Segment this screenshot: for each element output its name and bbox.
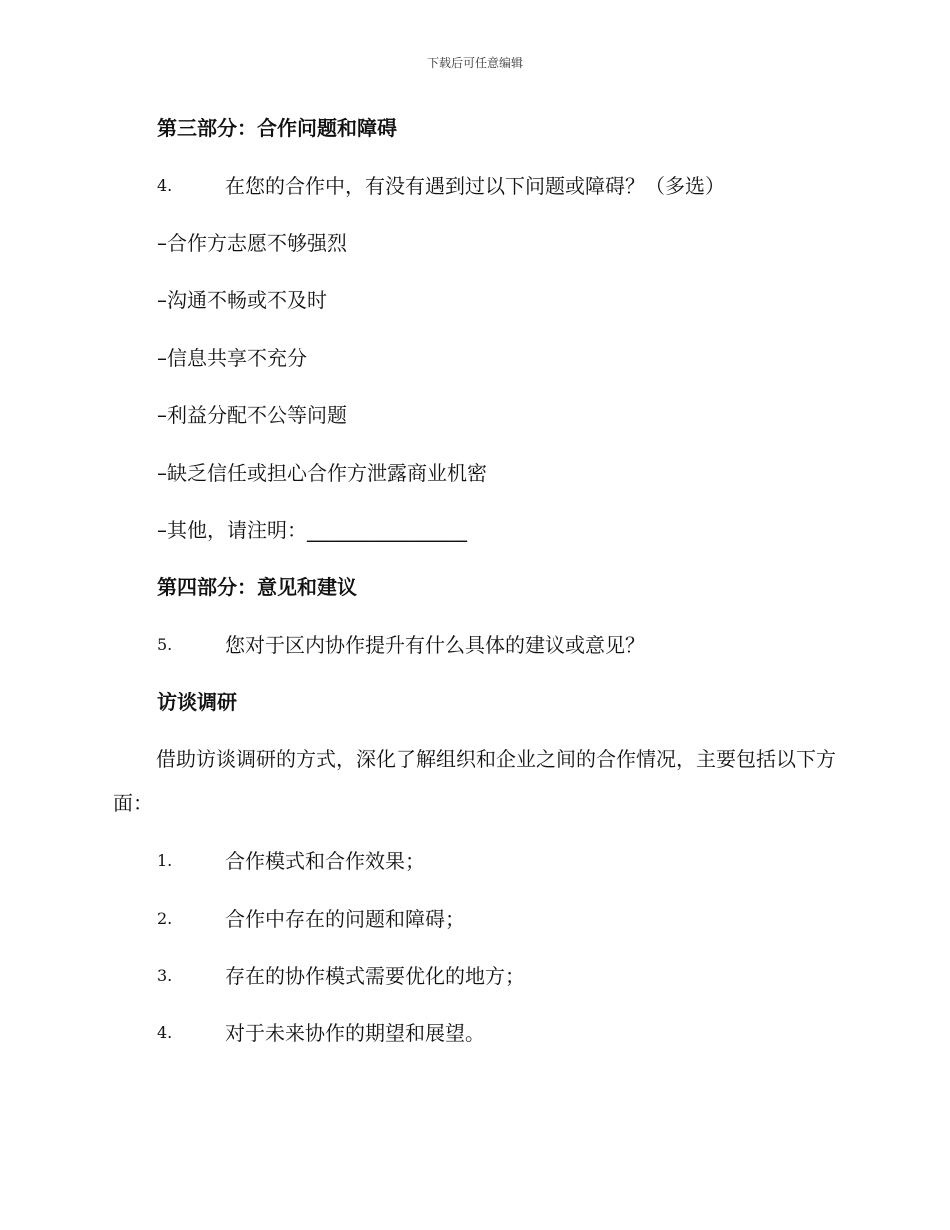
list-item-text: 合作中存在的问题和障碍；: [225, 907, 465, 931]
interview-paragraph: 借助访谈调研的方式，深化了解组织和企业之间的合作情况，主要包括以下方面：: [113, 747, 836, 815]
option-item: –合作方志愿不够强烈: [157, 231, 347, 255]
list-item-text: 存在的协作模式需要优化的地方；: [225, 964, 525, 988]
list-item-text: 合作模式和合作效果；: [225, 849, 425, 873]
question-4-number: 4.: [157, 176, 173, 195]
list-item-number: 2.: [157, 909, 173, 928]
option-item: –缺乏信任或担心合作方泄露商业机密: [157, 461, 487, 485]
list-item-number: 4.: [157, 1023, 173, 1042]
interview-title: 访谈调研: [157, 690, 237, 714]
option-item-other: –其他，请注明：________________: [157, 518, 467, 542]
question-5-text: 您对于区内协作提升有什么具体的建议或意见？: [225, 633, 645, 657]
option-item: –信息共享不充分: [157, 346, 307, 370]
question-4-text: 在您的合作中，有没有遇到过以下问题或障碍？（多选）: [225, 174, 725, 198]
list-item-text: 对于未来协作的期望和展望。: [225, 1021, 485, 1045]
section-4-title: 第四部分：意见和建议: [157, 575, 357, 599]
question-5-number: 5.: [157, 635, 173, 654]
list-item-number: 3.: [157, 966, 173, 985]
page-header: 下载后可任意编辑: [426, 56, 523, 70]
list-item-number: 1.: [157, 851, 173, 870]
option-item: –利益分配不公等问题: [157, 403, 347, 427]
section-3-title: 第三部分：合作问题和障碍: [157, 116, 397, 140]
option-item: –沟通不畅或不及时: [157, 288, 327, 312]
